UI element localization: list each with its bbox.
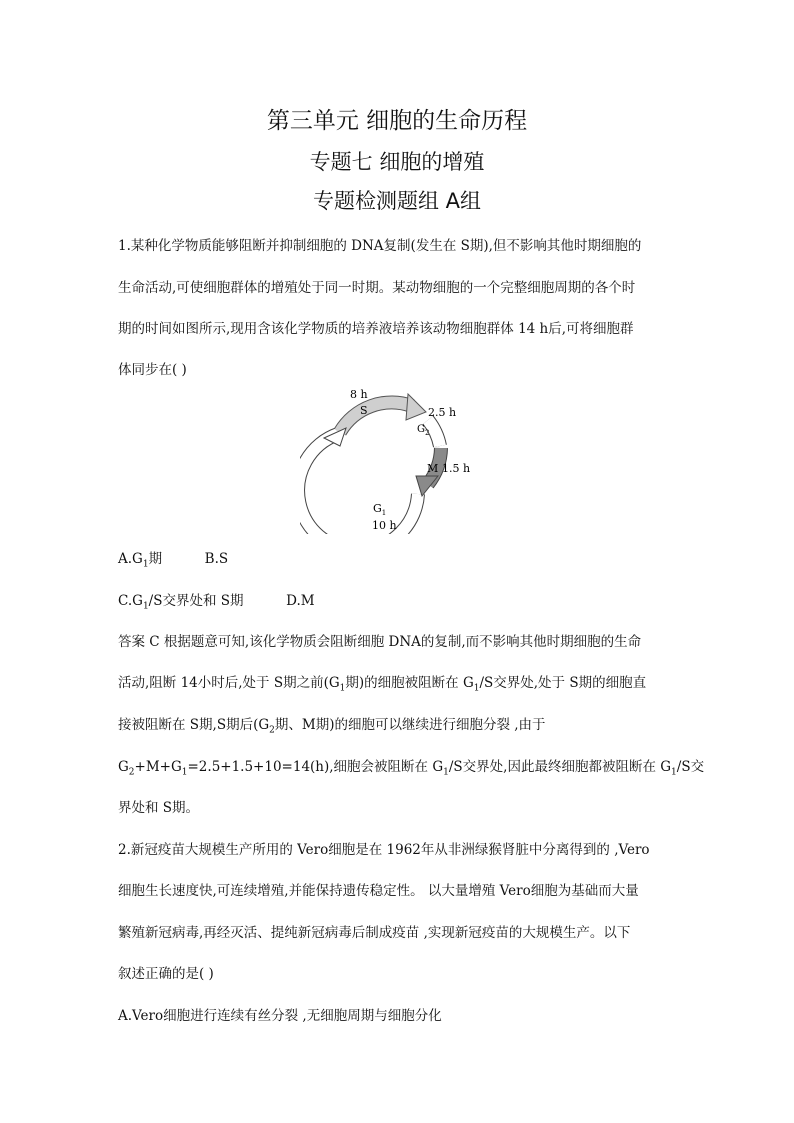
q2-option-a[interactable]: A.Vero细胞进行连续有丝分裂 ,无细胞周期与细胞分化	[118, 1008, 442, 1024]
option-b[interactable]: B.S	[204, 551, 229, 567]
s-label: S	[360, 404, 368, 417]
answer-line-1: 答案 C 根据题意可知,该化学物质会阻断细胞 DNA的复制,而不影响其他时期细胞的生命	[118, 634, 642, 650]
answer-line-4: $G_2+M+G_1=2.5+1.5+10=14(h)$,细胞会被阻断在 $G_1/S$交界处,因此最终细胞都被阻断在 $G_1/S$交	[118, 759, 705, 778]
m-time: 1.5 h	[442, 462, 471, 475]
g1-time: 10 h	[372, 519, 397, 532]
q2-line-3: 繁殖新冠病毒,再经灭活、提纯新冠病毒后制成疫苗 ,实现新冠疫苗的大规模生产。以下	[118, 925, 631, 941]
q1-line-2: 生命活动,可使细胞群体的增殖处于同一时期。某动物细胞的一个完整细胞周期的各个时	[118, 280, 636, 296]
q1-line-4: 体同步在( )	[118, 362, 187, 378]
unit-title: 第三单元 细胞的生命历程	[266, 108, 528, 134]
q2-line-1: 2.新冠疫苗大规模生产所用的 Vero细胞是在 1962年从非洲绿猴肾脏中分离得到的 ,Vero	[118, 842, 650, 858]
q1-line-1: 1.某种化学物质能够阻断并抑制细胞的 DNA复制(发生在 S期),但不影响其他时期细胞的	[118, 238, 642, 254]
g2-time: 2.5 h	[428, 406, 457, 419]
q1-options-cd	[118, 589, 315, 612]
group-title: 专题检测题组 A组	[312, 189, 482, 213]
option-d[interactable]: D.M	[286, 593, 315, 609]
answer-line-2: 活动,阻断 14小时后,处于 S期之前($G_1$期)的细胞被阻断在 $G_1/S$交界处,处于 S期的细胞直	[118, 675, 647, 694]
q1-line-3: 期的时间如图所示,现用含该化学物质的培养液培养该动物细胞群体 14 h后,可将细胞群	[118, 321, 634, 337]
g1-label: $G_1$	[373, 502, 387, 517]
option-a[interactable]: $A.G_1$期	[118, 551, 163, 570]
option-c[interactable]: $C.G_1/S$交界处和 S期	[118, 593, 244, 612]
s-arrowhead	[406, 394, 426, 420]
answer-line-3: 接被阻断在 S期,S期后($G_2$期、M期)的细胞可以继续进行细胞分裂 ,由于	[118, 717, 546, 736]
q2-line-2: 细胞生长速度快,可连续增殖,并能保持遗传稳定性。 以大量增殖 Vero细胞为基础而大量	[118, 883, 639, 899]
answer-line-5: 界处和 S期。	[118, 800, 200, 816]
q2-line-4: 叙述正确的是( )	[118, 966, 214, 982]
m-label: M	[427, 462, 439, 475]
g2-label: $G_2$	[417, 424, 430, 437]
q1-options-ab	[118, 547, 228, 570]
s-time: 8 h	[350, 388, 368, 401]
cell-cycle-diagram	[300, 384, 480, 534]
topic-title: 专题七 细胞的增殖	[309, 150, 485, 174]
